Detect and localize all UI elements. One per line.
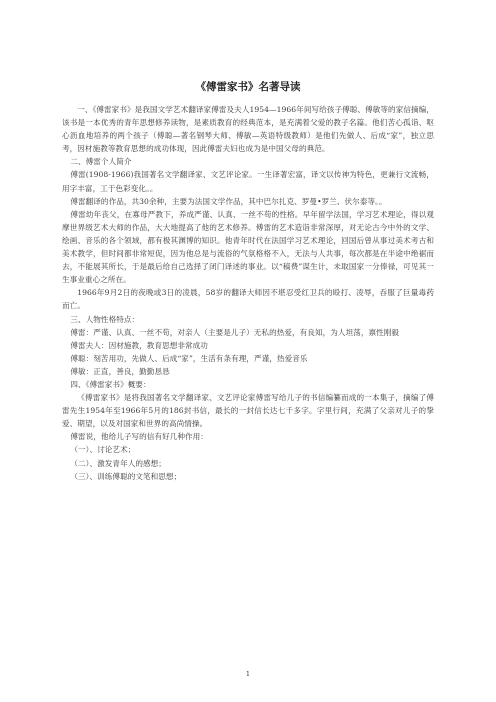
paragraph-intro: 一、《傅雷家书》是我国文学艺术翻译家傅雷及夫人1954—1966年间写给孩子傅聪、傅敏等的家信摘编，该书是一本优秀的青年思想修养读物，是素质教育的经典范本，是充满着父爱的教子名篇。他们苦心孤诣、呕心沥血地培养的两个孩子（傅聪—著名钢琴大师、傅敏—英语特级教师）是他们先做人、后成“家”，独立思考，因材施教等教育思想的成功体现，因此傅雷夫妇也成为是中国父母的典范。	[62, 105, 434, 154]
character-fu-lei: 傅雷：严谨、认真、一丝不苟，对亲人（主要是儿子）无私的热爱，有良知，为人坦荡，禀性刚毅	[70, 327, 400, 337]
paragraph-translations: 傅雷翻译的作品，共30余种，主要为法国文学作品，其中巴尔扎克、罗曼•罗兰、伏尔泰等。。	[70, 196, 387, 206]
document-body	[62, 103, 434, 483]
character-fu-cong: 傅聪：刻苦用功，先做人、后成“家”，生活有条有理，严谨，热爱音乐	[70, 353, 308, 363]
paragraph-death: 1966年9月2日的夜晚或3日的凌晨，58岁的翻译大师因不堪忍受红卫兵的殴打、凌辱，吞服了巨量毒药而亡。	[62, 288, 434, 311]
paragraph-early-life: 傅雷幼年丧父，在寡母严教下，养成严谨、认真、一丝不苟的性格。早年留学法国，学习艺术理论，得以观摩世界级艺术大师的作品，大大地提高了他的艺术修养。傅雷的艺术造诣非常深厚，对无论古今中外的文学、绘画、音乐的各个领域，都有极其渊博的知识。他青年时代在法国学习艺术理论，回国后曾从事过美术考古和美术教学，但时间都非常短促，因为他总是与流俗的气氛格格不入，无法与人共事，每次都是在半途中绝裾而去，不能展其所长，于是最后给自己选择了闭门译述的事业。以“稿费”谋生计，未取国家一分俸禄，可见其一生事业重心之所在。	[62, 209, 434, 285]
document-title: 《傅雷家书》名著导读	[195, 81, 301, 93]
section-heading-characters: 三、人物性格特点：	[70, 314, 140, 324]
character-fu-lei-wife: 傅雷夫人：因材施教，教育思想非常成功	[70, 340, 208, 350]
paragraph-letter-purposes: 傅雷说，他给儿子写的信有好几种作用：	[70, 432, 208, 442]
paragraph-summary: 《傅雷家书》是将我国著名文学翻译家、文艺评论家傅雷写给儿子的书信编纂而成的一本集子，摘编了傅雷先生1954年至1966年5月的186封书信，最长的一封信长达七千多字。字里行间，充满了父亲对儿子的挚爱、期望，以及对国家和世界的高尚情操。	[62, 393, 434, 429]
character-fu-min: 傅敏：正直，善良，勤勤恳恳	[70, 366, 170, 376]
list-item-purpose-1: （一）、讨论艺术；	[70, 445, 136, 455]
list-item-purpose-2: （二）、激发青年人的感想；	[70, 458, 166, 468]
section-heading-biography: 二、傅雷个人简介	[70, 157, 132, 167]
paragraph-biography: 傅雷(1908-1966)我国著名文学翻译家、文艺评论家。一生译著宏富，译文以传神为特色，更兼行文流畅，用字丰富，工于色彩变化。。	[62, 170, 434, 193]
section-heading-summary: 四、《傅雷家书》概要：	[70, 379, 151, 389]
list-item-purpose-3: （三）、训练傅聪的文笔和思想；	[70, 471, 182, 481]
page-number: 1	[245, 670, 251, 678]
